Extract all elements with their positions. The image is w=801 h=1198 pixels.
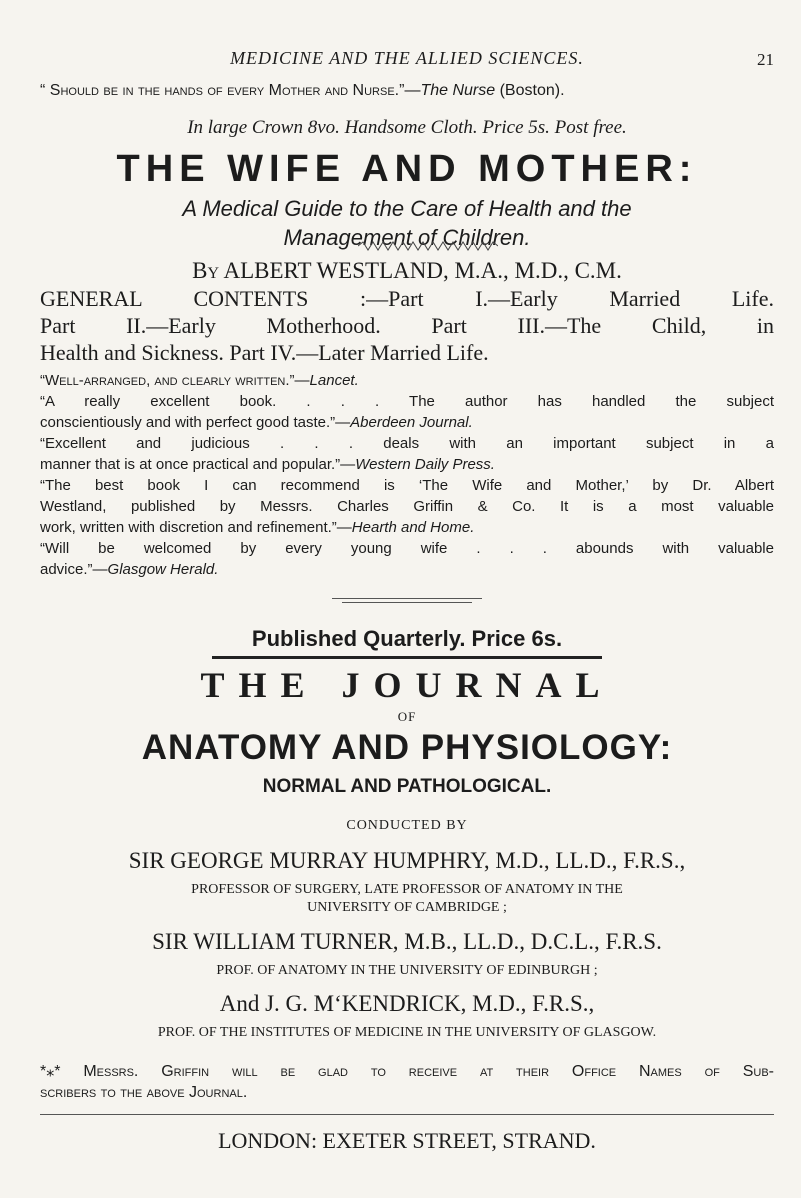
review-western-2	[40, 456, 774, 473]
subscriber-notice-text: Messrs. Griffin will be glad to receive at their Office Names of Sub-	[60, 1063, 774, 1080]
editor-3-title: PROF. OF THE INSTITUTES OF MEDICINE IN THE UNIVERSITY OF GLASGOW.	[157, 1025, 657, 1040]
review-aberdeen-source: Aberdeen Journal.	[350, 414, 473, 431]
footer-imprint: LONDON: EXETER STREET, STRAND.	[218, 1128, 596, 1153]
section-rule-2	[342, 602, 472, 603]
review-hearth-2: Westland, published by Messrs. Charles Griffin & Co. It is a most valuable	[40, 498, 774, 515]
nurse-quote-place: (Boston).	[495, 82, 565, 99]
review-aberdeen-1: “A really excellent book. . . . The author has handled the subject	[40, 393, 774, 410]
journal-subject: ANATOMY AND PHYSIOLOGY:	[141, 728, 673, 767]
journal-published: Published Quarterly. Price 6s.	[251, 626, 563, 651]
journal-of: OF	[397, 709, 417, 724]
review-western-1: “Excellent and judicious . . . deals with an important subject in a	[40, 435, 774, 452]
editor-1-title-b: UNIVERSITY OF CAMBRIDGE ;	[307, 900, 507, 915]
review-lancet-text: “Well-arranged, and clearly written.”—	[40, 372, 310, 389]
book-author-line	[40, 258, 774, 284]
review-aberdeen-text: conscientiously and with perfect good taste.”—	[40, 414, 351, 431]
review-hearth-1: “The best book I can recommend is ‘The Wife and Mother,’ by Dr. Albert	[40, 477, 774, 494]
book-author: ALBERT WESTLAND, M.A., M.D., C.M.	[223, 258, 622, 283]
journal-qualifier: NORMAL AND PATHOLOGICAL.	[262, 776, 552, 797]
book-title: THE WIFE AND MOTHER:	[116, 148, 698, 190]
review-aberdeen-2	[40, 414, 774, 431]
editor-1-title-a: PROFESSOR OF SURGERY, LATE PROFESSOR OF ANATOMY IN THE	[191, 882, 623, 897]
contents-line-2: Part II.—Early Motherhood. Part III.—The Child, in	[40, 313, 774, 338]
review-western-source: Western Daily Press.	[355, 456, 495, 473]
journal-title: THE JOURNAL	[200, 665, 614, 705]
subscriber-notice-text-2: scribers to the above Journal.	[40, 1084, 248, 1101]
asterism-mark: *⁎*	[40, 1063, 61, 1080]
contents-line-1: GENERAL CONTENTS :—Part I.—Early Married Life.	[40, 286, 774, 311]
wave-divider	[358, 241, 498, 251]
editor-1: SIR GEORGE MURRAY HUMPHRY, M.D., LL.D., F.R.S.,	[128, 848, 686, 873]
review-hearth-source: Hearth and Home.	[351, 519, 475, 536]
book-edition: In large Crown 8vo. Handsome Cloth. Price 5s. Post free.	[187, 117, 627, 138]
editor-2: SIR WILLIAM TURNER, M.B., LL.D., D.C.L., F.R.S.	[152, 929, 662, 954]
nurse-quote	[40, 82, 774, 100]
review-hearth-3	[40, 519, 774, 536]
review-glasgow-text: advice.”—	[40, 561, 108, 578]
subscriber-notice-2	[40, 1084, 774, 1102]
section-rule	[332, 598, 482, 599]
conducted-by: CONDUCTED BY	[346, 818, 468, 833]
footer-rule	[40, 1114, 774, 1115]
review-glasgow-1: “Will be welcomed by every young wife . . . abounds with valuable	[40, 540, 774, 557]
review-hearth-text: work, written with discretion and refinement.”—	[40, 519, 352, 536]
review-lancet	[40, 372, 774, 389]
review-western-text: manner that is at once practical and popular.”—	[40, 456, 356, 473]
review-glasgow-2	[40, 561, 774, 578]
book-subtitle-1: A Medical Guide to the Care of Health and the	[182, 196, 632, 221]
book-by: By	[192, 258, 220, 283]
journal-rule	[212, 656, 602, 659]
subscriber-notice-1	[40, 1061, 774, 1081]
nurse-quote-text: “ Should be in the hands of every Mother and Nurse.”—	[40, 82, 421, 99]
review-glasgow-source: Glasgow Herald.	[107, 561, 219, 578]
nurse-quote-source: The Nurse	[420, 82, 496, 99]
page-number: 21	[757, 50, 774, 69]
book-subtitle-2: Management of Children.	[283, 225, 531, 250]
running-title: MEDICINE AND THE ALLIED SCIENCES.	[230, 48, 584, 68]
editor-2-title: PROF. OF ANATOMY IN THE UNIVERSITY OF EDINBURGH ;	[216, 963, 598, 978]
contents-line-3: Health and Sickness. Part IV.—Later Married Life.	[40, 340, 489, 365]
editor-3: And J. G. M‘KENDRICK, M.D., F.R.S.,	[219, 991, 595, 1016]
review-lancet-source: Lancet.	[309, 372, 359, 389]
